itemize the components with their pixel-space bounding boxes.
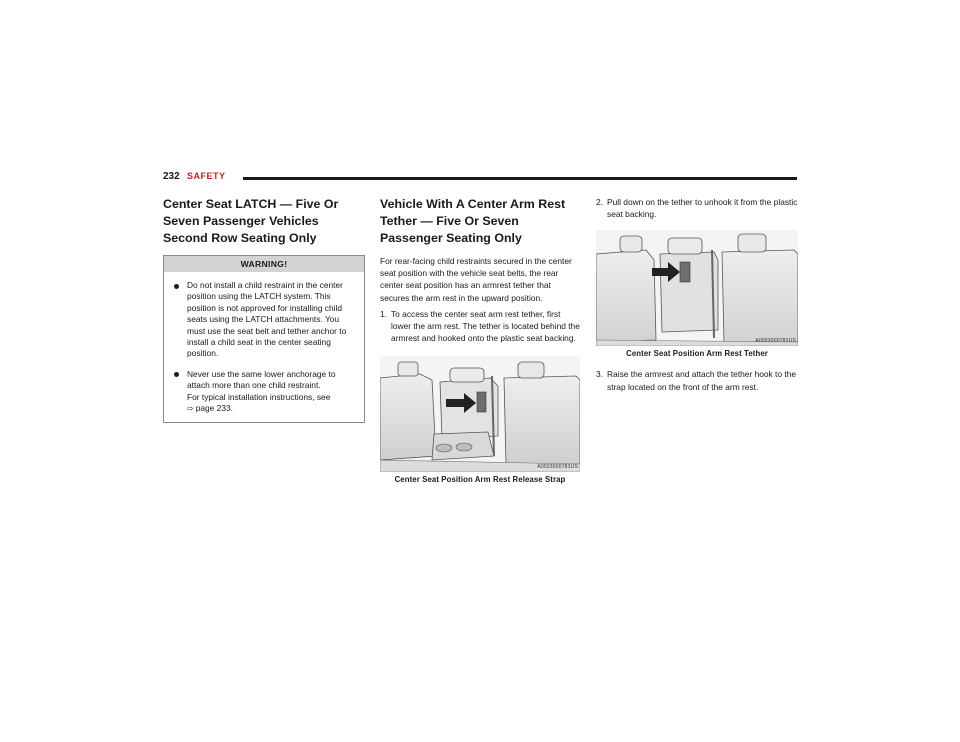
section-title: SAFETY <box>187 171 226 181</box>
figure-caption: Center Seat Position Arm Rest Release Strap <box>394 475 566 485</box>
step-2 <box>596 196 798 220</box>
warning-title: WARNING! <box>164 256 364 272</box>
seat-illustration-release-strap <box>380 356 580 472</box>
step-1 <box>380 308 580 345</box>
step-text: To access the center seat arm rest tether, first lower the arm rest. The tether is located behind the armrest and hooked onto the plastic seat backing. <box>391 308 580 344</box>
step-text: Raise the armrest and attach the tether hook to the strap located on the front of the arm rest. <box>607 369 797 392</box>
warning-bullet-text <box>187 369 356 415</box>
warning-bullet-see: For typical installation instructions, see <box>187 391 331 402</box>
warning-bullet <box>174 369 356 415</box>
figure-code: A0503000783US <box>537 464 578 471</box>
warning-box <box>163 255 365 423</box>
section-heading-center-arm-rest-tether: Vehicle With A Center Arm Rest Tether — Five Or Seven Passenger Seating Only <box>380 197 566 245</box>
page-reference-link[interactable] <box>187 403 233 414</box>
figure-arm-rest-release-strap <box>380 356 580 472</box>
warning-bullet-sentence: Never use the same lower anchorage to attach more than one child restraint. <box>187 368 336 391</box>
page-number: 232 <box>163 171 180 182</box>
header-rule <box>243 177 797 180</box>
column-2 <box>380 196 580 484</box>
bullet-icon <box>174 372 179 377</box>
page-header <box>163 170 797 186</box>
section-heading-center-seat-latch: Center Seat LATCH — Five Or Seven Passenger Vehicles Second Row Seating Only <box>163 197 339 245</box>
page-reference-text: page 233. <box>195 403 233 414</box>
column-1 <box>163 196 365 423</box>
step-number: 2. <box>596 197 603 207</box>
step-3 <box>596 368 798 392</box>
step-text: Pull down on the tether to unhook it from the plastic seat backing. <box>607 197 798 220</box>
page-ref-arrow-icon: ⇨ <box>187 404 194 414</box>
step-number: 1. <box>380 308 387 319</box>
figure-arm-rest-tether <box>596 230 798 346</box>
warning-body <box>164 272 364 422</box>
bullet-icon <box>174 284 179 289</box>
column-3 <box>596 196 798 393</box>
step-number: 3. <box>596 369 603 380</box>
figure-caption: Center Seat Position Arm Rest Tether <box>626 349 768 359</box>
warning-bullet-text: Do not install a child restraint in the center position using the LATCH system. This position is not approved for installing child seats using the LATCH attachments. You must use the seat belt and tether anchor to install a child seat in the center seating position. <box>187 280 347 359</box>
warning-bullet <box>174 280 356 360</box>
seat-illustration-tether <box>596 230 798 346</box>
figure-code: A0503000782US <box>755 338 796 345</box>
intro-paragraph: For rear-facing child restraints secured in the center seat position with the vehicle seat belts, the rear center seat position has an armrest tether that secures the arm rest in the upward position. <box>380 256 572 303</box>
